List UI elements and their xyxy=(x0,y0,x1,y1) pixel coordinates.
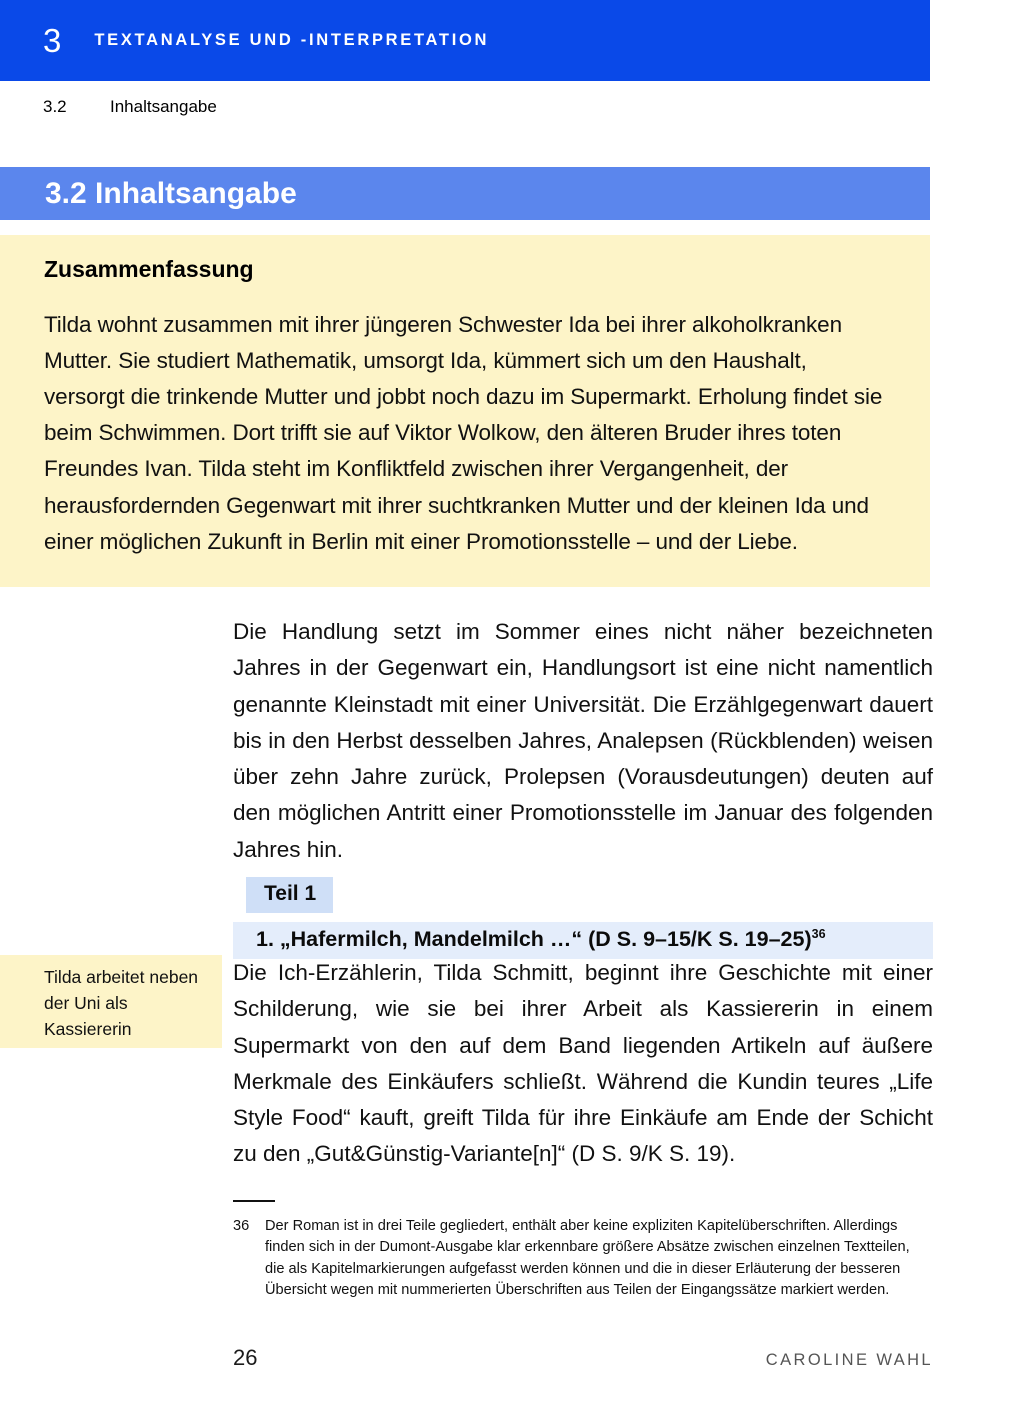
footnote-block xyxy=(233,1200,933,1302)
page-number: 26 xyxy=(233,1345,258,1370)
scene-paragraph: Die Ich-Erzählerin, Tilda Schmitt, beginnt ihre Geschichte mit einer Schilderung, wie sie bei ihrer Arbeit als Kassiererin in einem Supermarkt von den auf dem Band liegenden Artikeln auf äußere Merkmale des Einkäufers schließt. Während die Kundin teures „Life Style Food“ kauft, greift Tilda für ihre Einkäufe am Ende der Schicht zu den „Gut&Günstig-Variante[n]“ (D S. 9/K S. 19). xyxy=(233,960,933,1167)
section-title: 3.2 Inhaltsangabe xyxy=(45,176,297,210)
breadcrumb-number: 3.2 xyxy=(43,97,67,116)
breadcrumb xyxy=(43,97,217,117)
intro-paragraph: Die Handlung setzt im Sommer eines nicht näher bezeichneten Jahres in der Gegenwart ein, Handlungsort ist eine nicht namentlich genannte Kleinstadt mit einer Universität. Die Erzählgegenwart dauert bis in den Herbst desselben Jahres, Analepsen (Rückblenden) weisen über zehn Jahre zurück, Prolepsen (Vorausdeutungen) deuten auf den möglichen Antritt einer Promotionsstelle im Januar des folgenden Jahres hin. xyxy=(233,619,933,862)
book-author: CAROLINE WAHL xyxy=(765,1351,933,1369)
summary-box xyxy=(0,235,930,587)
footnote-reference[interactable]: 36 xyxy=(811,926,826,941)
chapter-number: 3 xyxy=(43,22,62,59)
chapter-running-head xyxy=(0,0,930,81)
breadcrumb-label: Inhaltsangabe xyxy=(110,97,217,116)
section-sub-heading xyxy=(233,922,933,959)
summary-text: Tilda wohnt zusammen mit ihrer jüngeren Schwester Ida bei ihrer alkoholkranken Mutter. Sie studiert Mathematik, umsorgt Ida, kümmert sich um den Haushalt, versorgt die trinkende Mutter und jobbt noch dazu im Supermarkt. Erholung findet sie beim Schwimmen. Dort trifft sie auf Viktor Wolkow, den älteren Bruder ihres toten Freundes Ivan. Tilda steht im Konfliktfeld zwischen ihrer Vergangenheit, der herausfordernden Gegenwart mit ihrer suchtkranken Mutter und der kleinen Ida und einer möglichen Zukunft in Berlin mit einer Promotionsstelle – und der Liebe. xyxy=(44,311,883,554)
page-footer xyxy=(233,1345,933,1371)
sub-heading-text: 1. „Hafermilch, Mandelmilch …“ (D S. 9–15/K S. 19–25) xyxy=(256,927,812,951)
chapter-title: TEXTANALYSE UND -INTERPRETATION xyxy=(94,31,490,50)
footnote-text: Der Roman ist in drei Teile gegliedert, enthält aber keine expliziten Kapitelüberschriften. Allerdings finden sich in der Dumont-Ausgabe klar erkennbare größere Absätze zwischen einzelnen Textteilen, die als Kapitelmarkierungen aufgefasst werden können und die in dieser Erläuterung der besseren Übersicht wegen mit nummerierten Überschriften aus Teilen der Eingangssätze markiert werden. xyxy=(265,1218,910,1299)
section-title-bar xyxy=(0,167,930,220)
footnote-marker: 36 xyxy=(233,1218,250,1234)
footnote-body xyxy=(233,1216,933,1302)
part-badge: Teil 1 xyxy=(246,877,333,913)
margin-note: Tilda arbeitet neben der Uni als Kassiererin xyxy=(0,955,222,1048)
footnote-separator-rule xyxy=(233,1200,275,1202)
summary-heading: Zusammenfassung xyxy=(44,256,254,282)
